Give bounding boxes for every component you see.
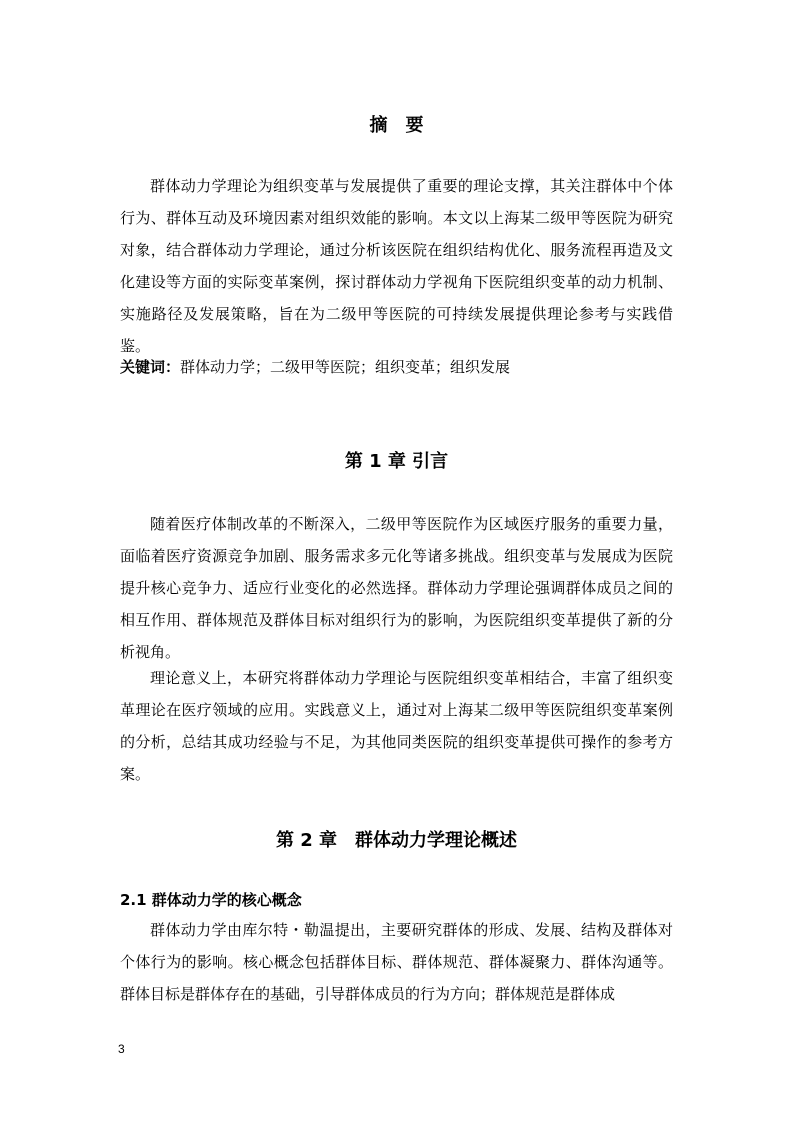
keywords-text: 群体动力学；二级甲等医院；组织变革；组织发展 xyxy=(180,358,511,376)
keywords-line xyxy=(120,354,673,380)
chapter1-paragraph-2: 理论意义上，本研究将群体动力学理论与医院组织变革相结合，丰富了组织变革理论在医疗领域的应用。实践意义上，通过对上海某二级甲等医院组织变革案例的分析，总结其成功经验与不足，为其他同类医院的组织变革提供可操作的参考方案。 xyxy=(120,669,673,783)
abstract-paragraph: 群体动力学理论为组织变革与发展提供了重要的理论支撑，其关注群体中个体行为、群体互动及环境因素对组织效能的影响。本文以上海某二级甲等医院为研究对象，结合群体动力学理论，通过分析该医院在组织结构优化、服务流程再造及文化建设等方面的实际变革案例，探讨群体动力学视角下医院组织变革的动力机制、实施路径及发展策略，旨在为二级甲等医院的可持续发展提供理论参考与实践借鉴。 xyxy=(120,177,673,355)
chapter1-paragraph-1: 随着医疗体制改革的不断深入，二级甲等医院作为区域医疗服务的重要力量，面临着医疗资源竞争加剧、服务需求多元化等诸多挑战。组织变革与发展成为医院提升核心竞争力、适应行业变化的必然选择。群体动力学理论强调群体成员之间的相互作用、群体规范及群体目标对组织行为的影响，为医院组织变革提供了新的分析视角。 xyxy=(120,515,673,661)
chapter2-paragraph: 群体动力学由库尔特・勒温提出，主要研究群体的形成、发展、结构及群体对个体行为的影响。核心概念包括群体目标、群体规范、群体凝聚力、群体沟通等。群体目标是群体存在的基础，引导群体成员的行为方向；群体规范是群体成 xyxy=(120,921,673,1003)
chapter2-title: 第 2 章 群体动力学理论概述 xyxy=(275,830,518,851)
chapter1-title: 第 1 章 引言 xyxy=(344,451,449,472)
keywords-label: 关键词： xyxy=(120,358,181,376)
page-number: 3 xyxy=(118,1042,125,1056)
abstract-title: 摘 要 xyxy=(369,115,424,136)
section-2-1-title: 2.1 群体动力学的核心概念 xyxy=(120,891,302,909)
